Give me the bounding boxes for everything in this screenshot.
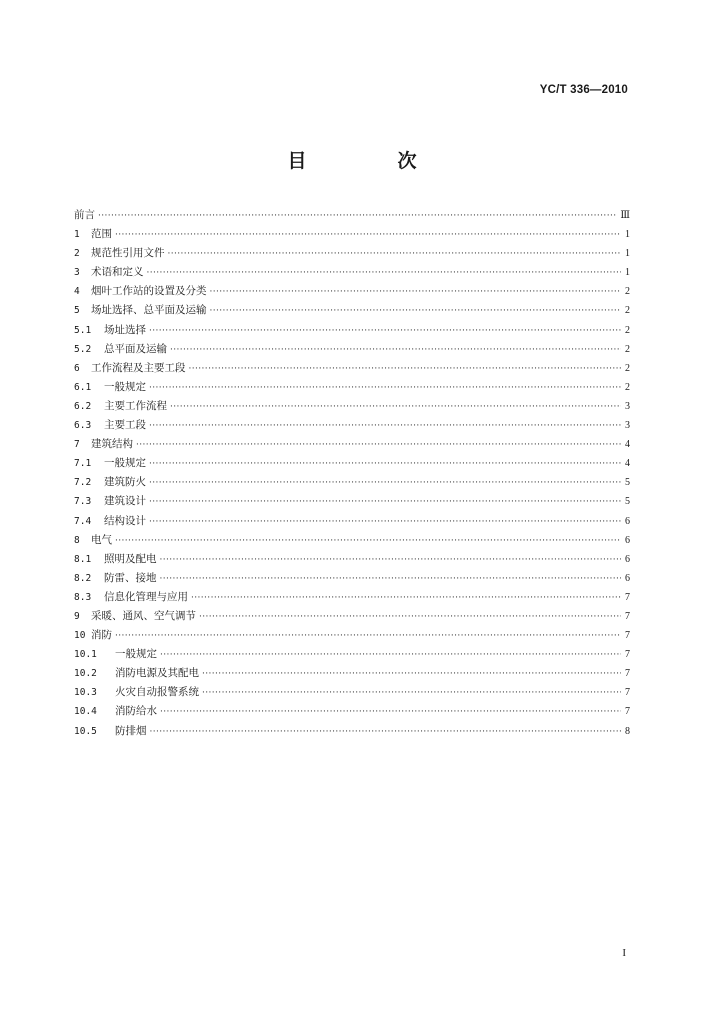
toc-dot-leader	[189, 360, 622, 379]
toc-entry-title: 场址选择	[104, 323, 146, 336]
toc-entry-title: 防排烟	[115, 724, 147, 737]
toc-entry[interactable]	[74, 321, 630, 340]
toc-dot-leader	[210, 302, 622, 321]
toc-entry-page: 5	[625, 496, 630, 508]
toc-dot-leader	[149, 493, 621, 512]
toc-entry-page: 6	[625, 534, 630, 546]
toc-entry[interactable]	[74, 397, 630, 416]
toc-entry[interactable]	[74, 340, 630, 359]
toc-entry-page: 6	[625, 553, 630, 565]
toc-entry-page: 7	[625, 706, 630, 718]
toc-dot-leader	[168, 245, 622, 264]
toc-entry-number: 6.3	[74, 420, 92, 432]
toc-dot-leader	[149, 417, 621, 436]
toc-entry-title: 一般规定	[115, 648, 157, 661]
toc-entry-number: 6	[74, 362, 80, 374]
toc-dot-leader	[170, 341, 621, 360]
toc-entry[interactable]	[74, 359, 630, 378]
toc-entry-title: 范围	[91, 228, 112, 241]
toc-entry-number: 10	[74, 630, 86, 642]
toc-entry-number: 8.1	[74, 553, 92, 565]
toc-dot-leader	[202, 665, 621, 684]
toc-entry-page: 4	[625, 439, 630, 451]
toc-entry-number: 4	[74, 286, 80, 298]
toc-dot-leader	[149, 474, 621, 493]
toc-entry-page: 7	[625, 649, 630, 661]
toc-entry[interactable]	[74, 531, 630, 550]
toc-entry-page: 5	[625, 477, 630, 489]
toc-dot-leader	[149, 513, 621, 532]
toc-dot-leader	[98, 207, 616, 226]
toc-entry-title: 主要工段	[104, 419, 146, 432]
table-of-contents	[74, 206, 630, 741]
toc-entry-page: 2	[625, 324, 630, 336]
toc-dot-leader	[170, 398, 621, 417]
toc-entry-title: 消防给水	[115, 705, 157, 718]
toc-entry-number: 10.5	[74, 725, 97, 737]
toc-dot-leader	[147, 264, 622, 283]
toc-entry[interactable]	[74, 225, 630, 244]
toc-entry-number: 8.3	[74, 591, 92, 603]
toc-entry-title: 建筑设计	[104, 495, 146, 508]
toc-entry[interactable]	[74, 206, 630, 225]
toc-entry-title: 术语和定义	[91, 266, 144, 279]
page-title: 目 次	[287, 150, 453, 172]
toc-entry-title: 照明及配电	[104, 552, 157, 565]
toc-entry-number: 9	[74, 610, 80, 622]
toc-entry-page: 3	[625, 420, 630, 432]
toc-entry-title: 消防	[91, 629, 112, 642]
toc-entry-number: 7	[74, 439, 80, 451]
toc-entry[interactable]	[74, 416, 630, 435]
toc-entry-title: 主要工作流程	[104, 399, 167, 412]
toc-entry-title: 消防电源及其配电	[115, 667, 199, 680]
toc-entry[interactable]	[74, 645, 630, 664]
toc-entry-number: 5	[74, 305, 80, 317]
toc-entry[interactable]	[74, 473, 630, 492]
toc-entry-number: 5.2	[74, 343, 92, 355]
toc-dot-leader	[115, 627, 621, 646]
toc-entry-page: 6	[625, 515, 630, 527]
toc-entry-number: 6.2	[74, 400, 92, 412]
toc-entry-title: 总平面及运输	[104, 342, 167, 355]
toc-entry[interactable]	[74, 301, 630, 320]
toc-entry-title: 前言	[74, 209, 95, 221]
toc-entry-page: 2	[625, 305, 630, 317]
toc-entry-number: 7.2	[74, 477, 92, 489]
toc-entry-title: 一般规定	[104, 380, 146, 393]
toc-entry-number: 7.1	[74, 458, 92, 470]
toc-entry[interactable]	[74, 378, 630, 397]
toc-dot-leader	[149, 455, 621, 474]
toc-entry-title: 场址选择、总平面及运输	[91, 304, 207, 317]
toc-entry-page: 7	[625, 591, 630, 603]
toc-entry-number: 10.4	[74, 706, 97, 718]
toc-entry[interactable]	[74, 626, 630, 645]
toc-entry-title: 规范性引用文件	[91, 247, 165, 260]
toc-entry-page: 6	[625, 572, 630, 584]
toc-entry-number: 10.2	[74, 668, 97, 680]
toc-entry[interactable]	[74, 435, 630, 454]
document-code: YC/T 336—2010	[539, 84, 628, 96]
toc-entry[interactable]	[74, 550, 630, 569]
toc-entry[interactable]	[74, 492, 630, 511]
toc-entry-number: 6.1	[74, 381, 92, 393]
toc-entry[interactable]	[74, 607, 630, 626]
toc-dot-leader	[191, 589, 621, 608]
toc-entry-page: 2	[625, 362, 630, 374]
toc-entry-page: 2	[625, 381, 630, 393]
toc-entry-title: 采暖、通风、空气调节	[91, 609, 196, 622]
toc-entry-title: 烟叶工作站的设置及分类	[91, 285, 207, 298]
toc-dot-leader	[160, 703, 621, 722]
toc-entry-title: 火灾自动报警系统	[115, 686, 199, 699]
toc-entry-number: 8	[74, 534, 80, 546]
toc-entry-page: 1	[625, 248, 630, 260]
toc-entry-number: 7.3	[74, 496, 92, 508]
toc-entry-number: 8.2	[74, 572, 92, 584]
toc-entry-page: 7	[625, 610, 630, 622]
toc-dot-leader	[150, 723, 622, 742]
toc-dot-leader	[160, 551, 622, 570]
toc-entry-number: 1	[74, 229, 80, 241]
toc-entry-number: 3	[74, 267, 80, 279]
toc-entry-title: 信息化管理与应用	[104, 590, 188, 603]
toc-entry-page: 2	[625, 343, 630, 355]
toc-entry-title: 建筑防火	[104, 476, 146, 489]
toc-entry-page: Ⅲ	[620, 210, 630, 221]
toc-dot-leader	[199, 608, 621, 627]
toc-entry-page: 2	[625, 286, 630, 298]
toc-entry-page: 1	[625, 267, 630, 279]
toc-dot-leader	[149, 322, 621, 341]
toc-entry[interactable]	[74, 702, 630, 721]
toc-entry-title: 电气	[91, 533, 112, 546]
toc-entry[interactable]	[74, 722, 630, 741]
toc-entry-number: 10.1	[74, 649, 97, 661]
toc-entry-page: 7	[625, 668, 630, 680]
toc-entry[interactable]	[74, 454, 630, 473]
toc-dot-leader	[210, 283, 622, 302]
toc-entry-number: 10.3	[74, 687, 97, 699]
toc-entry-title: 工作流程及主要工段	[91, 361, 186, 374]
toc-dot-leader	[202, 684, 621, 703]
toc-entry-title: 结构设计	[104, 514, 146, 527]
toc-entry-title: 一般规定	[104, 457, 146, 470]
toc-entry-title: 建筑结构	[91, 438, 133, 451]
page-number: I	[622, 947, 626, 959]
toc-entry-number: 2	[74, 248, 80, 260]
toc-entry-number: 7.4	[74, 515, 92, 527]
toc-entry[interactable]	[74, 282, 630, 301]
toc-entry[interactable]	[74, 664, 630, 683]
toc-dot-leader	[115, 532, 621, 551]
toc-entry-page: 8	[625, 725, 630, 737]
toc-dot-leader	[160, 570, 622, 589]
toc-dot-leader	[115, 226, 621, 245]
toc-entry-page: 3	[625, 400, 630, 412]
toc-dot-leader	[149, 379, 621, 398]
toc-entry-page: 7	[625, 630, 630, 642]
toc-entry-title: 防雷、接地	[104, 571, 157, 584]
toc-entry[interactable]	[74, 588, 630, 607]
toc-dot-leader	[136, 436, 621, 455]
toc-entry[interactable]	[74, 244, 630, 263]
toc-entry-page: 1	[625, 229, 630, 241]
toc-entry[interactable]	[74, 263, 630, 282]
toc-entry[interactable]	[74, 683, 630, 702]
toc-entry-page: 4	[625, 458, 630, 470]
toc-dot-leader	[160, 646, 621, 665]
toc-entry-number: 5.1	[74, 324, 92, 336]
toc-entry[interactable]	[74, 569, 630, 588]
toc-entry[interactable]	[74, 512, 630, 531]
toc-entry-page: 7	[625, 687, 630, 699]
